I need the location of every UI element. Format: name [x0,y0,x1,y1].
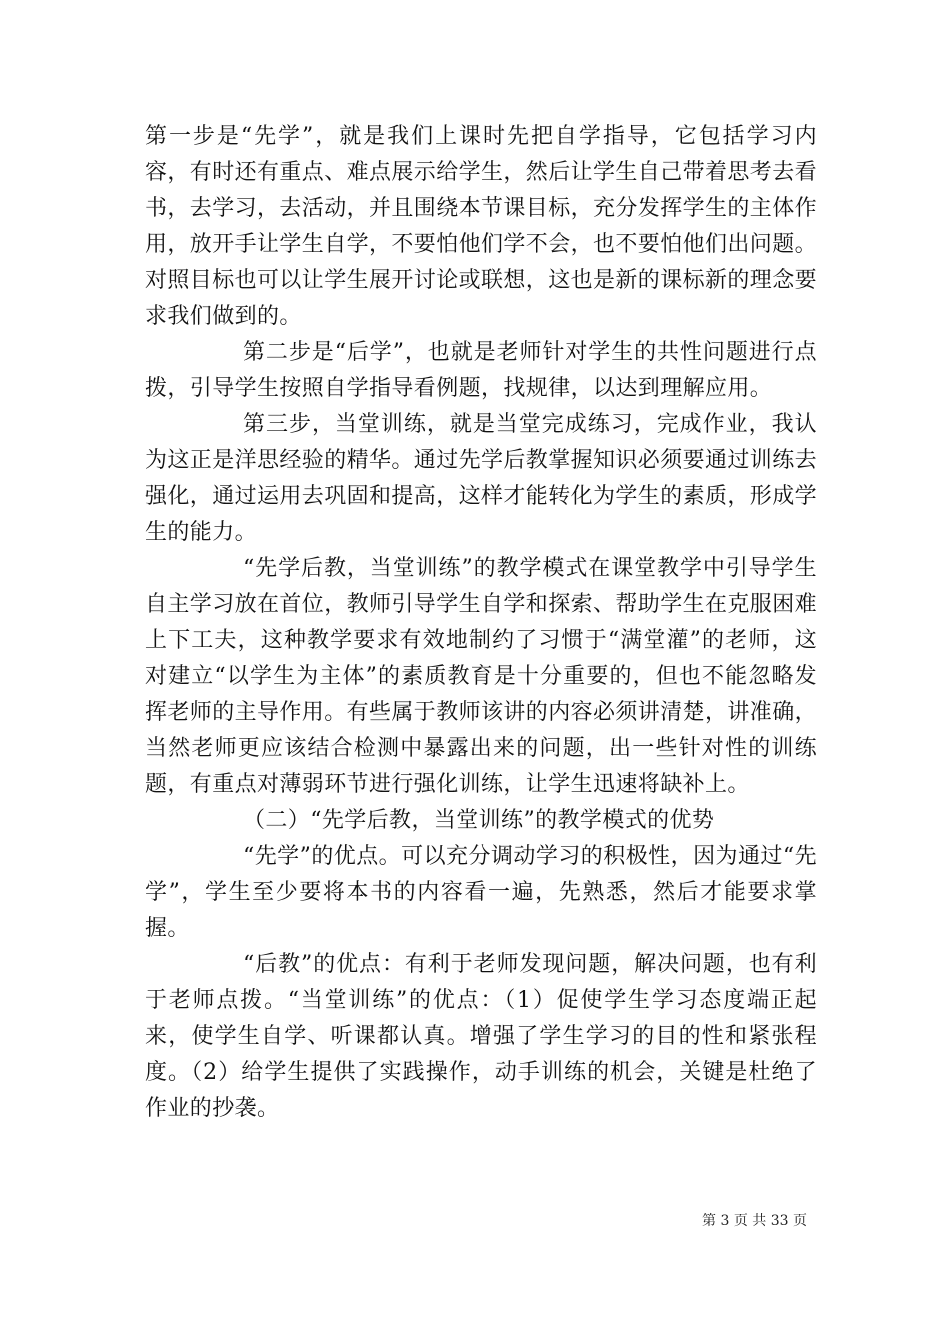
section-heading-advantages: （二）“先学后教，当堂训练”的教学模式的优势 [243,808,715,833]
page-number-footer: 第 3 页 共 33 页 [702,1213,807,1229]
paragraph-step-two: 第二步是“后学”，也就是老师针对学生的共性问题进行点拨，引导学生按照自学指导看例题，找规律，以达到理解应用。 [145,340,817,401]
paragraph-step-one: 第一步是“先学”，就是我们上课时先把自学指导，它包括学习内容，有时还有重点、难点展示给学生，然后让学生自己带着思考去看书，去学习，去活动，并且围绕本节课目标，充分发挥学生的主体作用，放开手让学生自学，不要怕他们学不会，也不要怕他们出问题。对照目标也可以让学生展开讨论或联想，这也是新的课标新的理念要求我们做到的。 [145,124,818,329]
paragraph-teaching-model: “先学后教，当堂训练”的教学模式在课堂教学中引导学生自主学习放在首位，教师引导学生自学和探索、帮助学生在克服困难上下工夫，这种教学要求有效地制约了习惯于“满堂灌”的老师，这对建立“以学生为主体”的素质教育是十分重要的，但也不能忽略发挥老师的主导作用。有些属于教师该讲的内容必须讲清楚，讲准确，当然老师更应该结合检测中暴露出来的问题，出一些针对性的训练题，有重点对薄弱环节进行强化训练，让学生迅速将缺补上。 [145,556,818,797]
paragraph-learn-first-advantage: “先学”的优点。可以充分调动学习的积极性，因为通过“先学”，学生至少要将本书的内容看一遍，先熟悉，然后才能要求掌握。 [145,844,817,941]
paragraph-step-three: 第三步，当堂训练，就是当堂完成练习，完成作业，我认为这正是洋思经验的精华。通过先学后教掌握知识必须要通过训练去强化，通过运用去巩固和提高，这样才能转化为学生的素质，形成学生的能力。 [145,412,818,545]
paragraph-teach-after-advantage: “后教”的优点：有利于老师发现问题，解决问题，也有利于老师点拨。“当堂训练”的优点：（1）促使学生学习态度端正起来，使学生自学、听课都认真。增强了学生学习的目的性和紧张程度。（2）给学生提供了实践操作，动手训练的机会，关键是杜绝了作业的抄袭。 [145,952,817,1121]
body-text [145,119,817,1127]
